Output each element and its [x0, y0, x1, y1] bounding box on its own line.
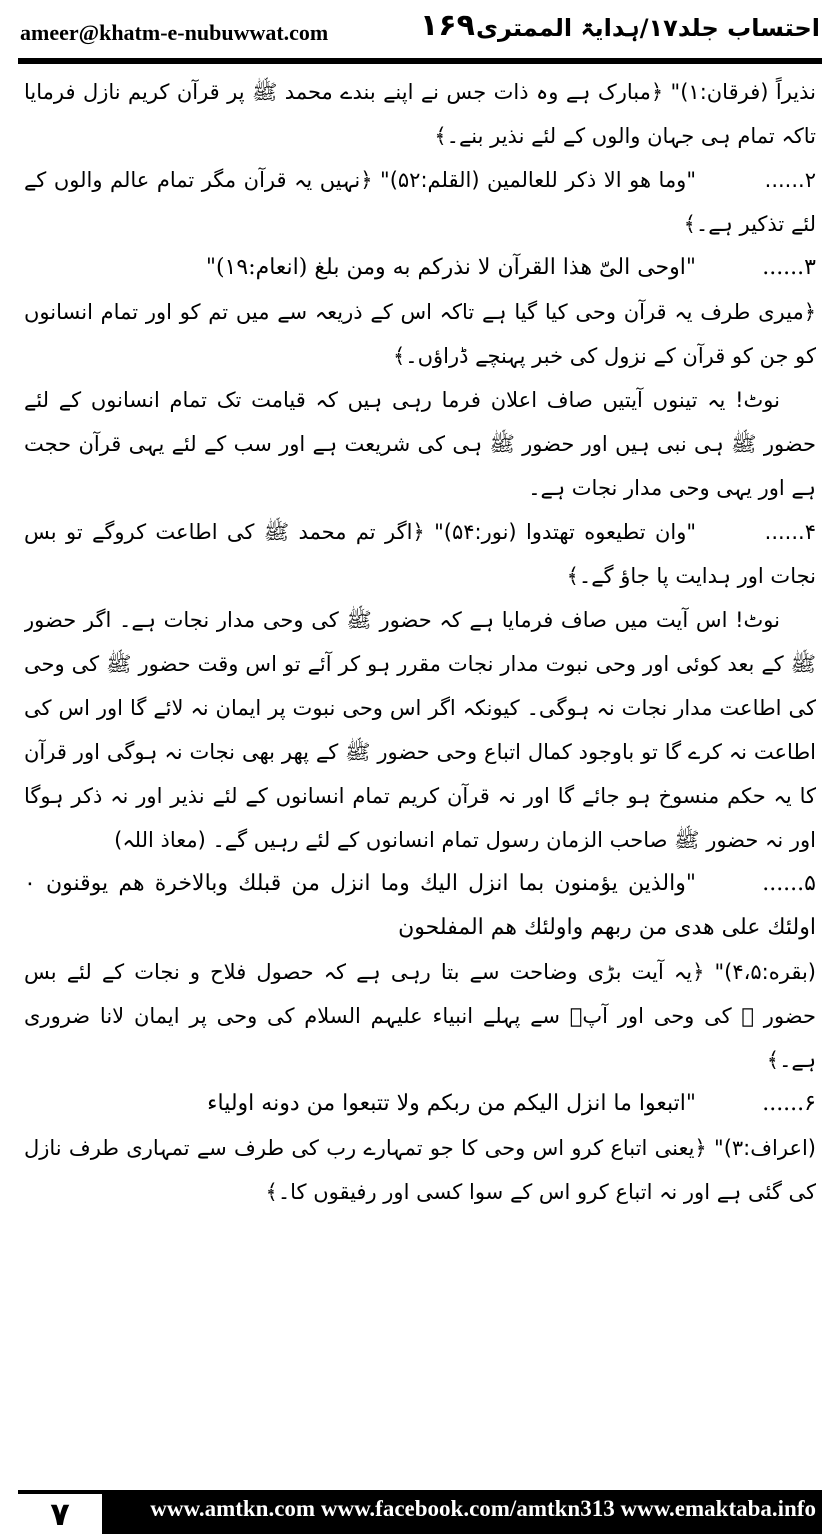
header-book-title: احتساب جلد۱۷/ہدایۃ الممتری — [476, 14, 820, 42]
paragraph — [24, 510, 816, 598]
paragraph-text: نوٹ! اس آیت میں صاف فرمایا ہے کہ حضور ﷺ کی وحی مدار نجات ہے۔ اگر حضور ﷺ کے بعد کوئی اور وحی نبوت مدار نجات مقرر ہو کر آئے تو اس وقت حضور ﷺ کی وحی کی اطاعت مدار نجات نہ ہوگی۔ کیونکہ اگر اس وحی نبوت پر ایمان نہ لائے گا اور اس کی اطاعت نہ کرے گا تو باوجود کمال اتباع وحی حضور ﷺ کے پھر بھی نجات نہ ہوگی اور قرآن کا یہ حکم منسوخ ہو جائے گا اور نہ قرآن کریم تمام انسانوں کے لئے نذیر اور نہ ذکر ہوگا اور نہ حضور ﷺ صاحب الزمان رسول تمام انسانوں کے لئے رہیں گے۔ (معاذ اللہ) — [24, 608, 816, 852]
paragraph-text: (اعراف:۳)" ﴿یعنی اتباع کرو اس وحی کا جو تمہارے رب کی طرف سے تمہاری طرف نازل کی گئی ہے اور نہ اتباع کرو اس کے سوا کسی اور رفیقوں کا۔﴾ — [24, 1136, 816, 1204]
verse-number: ۵...... — [762, 871, 816, 896]
verse-number: ۴...... — [764, 520, 816, 544]
note-paragraph — [24, 598, 816, 862]
arabic-verse — [24, 246, 816, 290]
footer-urls: www.amtkn.com www.facebook.com/amtkn313 www.emaktaba.info — [150, 1496, 816, 1521]
header-email: ameer@khatm-e-nubuwwat.com — [20, 20, 329, 45]
arabic-verse-text: "والذين يؤمنون بما انزل اليك وما انزل من قبلك وبالاخرة هم يوقنون ۰ اولئك على هدى من ربهم واولئك هم المفلحون — [24, 871, 816, 940]
paragraph-text: (بقره:۴،۵)" ﴿یہ آیت بڑی وضاحت سے بتا رہی ہے کہ حصول فلاح و نجات کے لئے بس حضور ﷺ کی وحی اور آپؐ سے پہلے انبیاء علیہم السلام کی وحی پر ایمان لانا ضروری ہے۔﴾ — [24, 960, 816, 1072]
arabic-verse — [24, 1082, 816, 1126]
header-rule — [18, 58, 822, 64]
note-paragraph — [24, 378, 816, 510]
paragraph-text: ﴿میری طرف یہ قرآن وحی کیا گیا ہے تاکہ اس کے ذریعہ سے میں تم کو اور تمام انسانوں کو جن کو قرآن کے نزول کی خبر پہنچے ڈراؤں۔﴾ — [24, 300, 816, 368]
paragraph — [24, 70, 816, 158]
paragraph — [24, 290, 816, 378]
page-body — [24, 70, 816, 1478]
paragraph-text: نذیراً (فرقان:۱)" ﴿مبارک ہے وہ ذات جس نے اپنے بندے محمد ﷺ پر قرآن کریم نازل فرمایا تاکہ تمام ہی جہان والوں کے لئے نذیر بنے۔﴾ — [24, 80, 816, 148]
paragraph — [24, 950, 816, 1082]
paragraph — [24, 1126, 816, 1214]
arabic-verse — [24, 862, 816, 950]
page-header — [20, 6, 820, 54]
page-footer — [18, 1490, 822, 1534]
footer-page-marker: ۷ — [18, 1490, 102, 1534]
header-page-number: ۱۶۹ — [420, 8, 475, 43]
paragraph-text: نوٹ! یہ تینوں آیتیں صاف اعلان فرما رہی ہیں کہ قیامت تک تمام انسانوں کے لئے حضور ﷺ ہی نبی ہیں اور حضور ﷺ ہی کی شریعت ہے اور سب کے لئے یہی قرآن حجت ہے اور یہی وحی مدار نجات ہے۔ — [24, 388, 816, 500]
arabic-verse-text: "اوحى الىّ هذا القرآن لا نذركم به ومن بلغ (انعام:۱۹)" — [205, 255, 696, 280]
paragraph-text: "وما هو الا ذكر للعالمين (القلم:۵۲)" ﴿نہیں یہ قرآن مگر تمام عالم والوں کے لئے تذکیر ہے۔﴾ — [24, 168, 816, 236]
paragraph-text: "وان تطيعوه تهتدوا (نور:۵۴)" ﴿اگر تم محمد ﷺ کی اطاعت کروگے تو بس نجات اور ہدایت پا جاؤ گے۔﴾ — [24, 520, 816, 588]
verse-number: ۳...... — [762, 255, 816, 280]
arabic-verse-text: "اتبعوا ما انزل اليكم من ربكم ولا تتبعوا من دونه اولياء — [207, 1091, 696, 1116]
verse-number: ۶...... — [762, 1091, 816, 1116]
paragraph — [24, 158, 816, 246]
verse-number: ۲...... — [764, 168, 816, 192]
